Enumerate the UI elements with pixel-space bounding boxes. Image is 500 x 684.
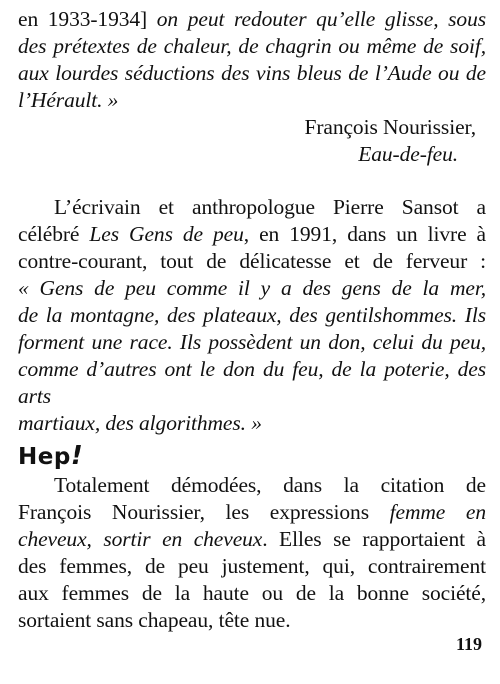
quote-line — [18, 6, 486, 33]
page-content — [18, 6, 486, 634]
paragraph-totalement — [18, 472, 486, 634]
quote-line: comme d’autres ont le don du feu, de la poterie, des arts — [18, 357, 486, 408]
quote-line: « Gens de peu comme il y a des gens de la mer, — [18, 276, 486, 300]
quote-line: des prétextes de chaleur, de chagrin ou même de soif, — [18, 34, 486, 58]
spacer — [18, 168, 486, 194]
paragraph-line — [18, 526, 486, 553]
quote-prefix: en 1933-1934] — [18, 7, 157, 31]
quote-line: martiaux, des algorithmes. » — [18, 411, 262, 435]
quote-work-title: Eau-de-feu. — [358, 142, 458, 166]
text-segment: . Elles se rapportaient à — [262, 527, 486, 551]
hep-exclamation: ! — [70, 441, 84, 471]
text-segment: célébré — [18, 222, 90, 246]
quote-line: l’Hérault. » — [18, 88, 119, 112]
quote-author: François Nourissier, — [304, 115, 476, 139]
paragraph-line: des femmes, de peu justement, qui, contrairement — [18, 554, 486, 578]
paragraph-line — [18, 221, 486, 248]
page-number: 119 — [455, 634, 482, 654]
paragraph-sansot — [18, 194, 486, 275]
paragraph-line: contre-courant, tout de délicatesse et de ferveur : — [18, 249, 486, 273]
quote-text: on peut redouter qu’elle glisse, sous — [156, 7, 487, 31]
paragraph-line — [18, 499, 486, 526]
hep-heading — [18, 441, 486, 472]
book-title: Les Gens de peu — [89, 222, 244, 246]
quote-sansot — [18, 275, 486, 437]
text-segment: François Nourissier, les expressions — [18, 500, 390, 524]
paragraph-line: Totalement démodées, dans la citation de — [54, 473, 486, 497]
quote-line: forment une race. Ils possèdent un don, celui du peu, — [18, 330, 486, 354]
paragraph-line: aux femmes de la haute ou de la bonne société, — [18, 581, 486, 605]
text-segment: , en 1991, dans un livre à — [243, 222, 487, 246]
paragraph-line: sortaient sans chapeau, tête nue. — [18, 608, 291, 632]
paragraph-line: L’écrivain et anthropologue Pierre Sansot a — [54, 195, 486, 219]
quote-nourissier — [18, 6, 486, 168]
quote-line: de la montagne, des plateaux, des gentilshommes. Ils — [18, 303, 486, 327]
hep-word: Hep — [18, 444, 71, 470]
expression-text: cheveux, sortir en cheveux — [18, 527, 263, 551]
quote-line: aux lourdes séductions des vins bleus de l’Aude ou de — [18, 61, 486, 85]
expression-text: femme en — [389, 500, 486, 524]
